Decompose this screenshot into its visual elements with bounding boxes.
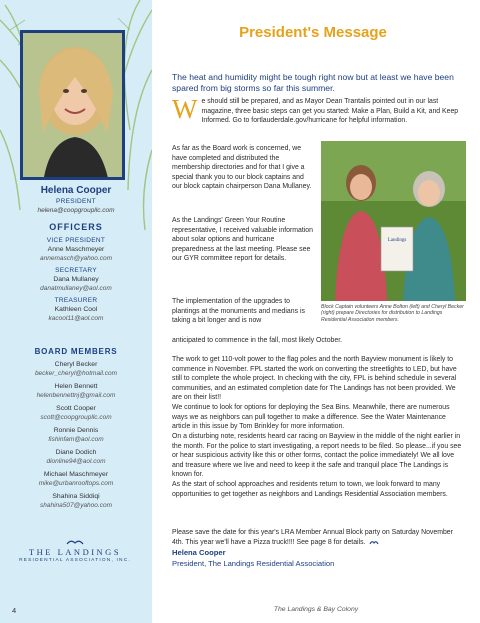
lead-paragraph: The heat and humidity might be tough right now but at least we have been spared from big storms so far this summer. (172, 72, 454, 93)
officer-name: Kathleen Cool (54, 306, 98, 313)
officer-name: Anne Maschmeyer (47, 246, 105, 253)
member-name: Diane Dodich (55, 449, 97, 456)
paragraph-green-routine: As the Landings' Green Your Routine representative, I received valuable information about solar options and hurricane preparedness at the last meeting. Please see our GYR committee report for details. (172, 217, 313, 263)
photo-caption: Block Captain volunteers Anne Bolton (left) and Cheryl Becker (right) prepare Directories for distribution to Landings Residential Association members. (321, 304, 464, 323)
officer-name: Dana Mullaney (53, 276, 99, 283)
svg-text:Landings: Landings (387, 238, 407, 243)
officer-role: VICE PRESIDENT (46, 237, 106, 244)
paragraph-block-party (172, 528, 465, 547)
page-number: 4 (12, 606, 17, 615)
member-name: Scott Cooper (56, 405, 96, 412)
signature-title: President, The Landings Residential Association (172, 559, 335, 568)
logo-main-text: THE LANDINGS (28, 547, 122, 557)
landings-logo (10, 538, 140, 563)
member-email[interactable]: mike@urbanrooftops.com (38, 480, 114, 487)
president-name: Helena Cooper (40, 185, 112, 196)
publication-title: The Landings & Bay Colony (273, 606, 359, 613)
board-member (0, 448, 152, 466)
member-name: Helen Bennett (54, 383, 98, 390)
volunteers-photo (321, 141, 466, 301)
board-member (0, 470, 152, 488)
logo-sub-text: RESIDENTIAL ASSOCIATION, INC. (19, 558, 131, 563)
block-party-text: Please save the date for this year's LRA Member Annual Block party on Saturday November 4th. This year we'll have a Pizza truck!!!! See page 8 for details. (172, 529, 453, 546)
officers-heading: OFFICERS (49, 222, 103, 232)
member-email[interactable]: becker_cheryl@hotmail.com (34, 370, 118, 377)
volunteers-illustration (321, 141, 466, 301)
officer-role: SECRETARY (55, 267, 97, 274)
officer-treasurer (0, 296, 152, 323)
member-name: Cheryl Becker (54, 361, 98, 368)
portrait-illustration (23, 33, 125, 180)
board-member (0, 426, 152, 444)
officer-vice-president (0, 236, 152, 263)
officer-email[interactable]: kacool11@aol.com (48, 315, 104, 322)
member-email[interactable]: fishinfam@aol.com (48, 436, 104, 443)
officer-role: TREASURER (54, 297, 98, 304)
intro-paragraph (172, 94, 464, 126)
board-member (0, 360, 152, 378)
paragraph-power-work: The work to get 110-volt power to the flag poles and the north Bayview monument is likely to commence in November. FPL started the work on converting the streetlights to LED, but have still to complete the whole project. In checking with the city, FPL is behind schedule in several communities, and an estimated completion date for The Landings has not been provided. We are on their list!! (172, 356, 457, 402)
paragraph-board-work: As far as the Board work is concerned, we have completed and distributed the membership directories and for that I give a special thank you to our block captains and our block captain chairperson Dana Mullaney. (172, 145, 312, 191)
member-email[interactable]: helenbennettnj@gmail.com (36, 392, 116, 399)
board-member (0, 382, 152, 400)
member-email[interactable]: scott@coopgroupllc.com (40, 414, 112, 421)
member-name: Shahina Siddiqi (52, 493, 100, 500)
president-title: PRESIDENT (56, 198, 96, 205)
paragraph-sea-bins: We continue to look for options for deploying the Sea Bins. Meanwhile, there are numerous ways we as neighbors can pull together to make a difference. See the Water Maintenance article in this issue by Tom Brinkley for more information. (172, 404, 450, 431)
paragraph-plantings-continued: anticipated to commence in the fall, most likely October. (172, 337, 343, 344)
bird-end-mark-icon (369, 539, 379, 545)
president-photo (20, 30, 125, 180)
sidebar (0, 0, 152, 623)
signature-name: Helena Cooper (172, 548, 226, 557)
board-member (0, 404, 152, 422)
officer-secretary (0, 266, 152, 293)
board-members-heading: BOARD MEMBERS (34, 347, 118, 356)
board-member (0, 492, 152, 510)
member-email[interactable]: shahina507@yahoo.com (39, 502, 112, 509)
officer-email[interactable]: danatmullaney@aol.com (40, 285, 112, 292)
intro-text: e should still be prepared, and as Mayor Dean Trantalis pointed out in our last magazine, three basic steps can get you started: Make a Plan, Build a Kit, and Keep Informed. Go to fortlauderdale.gov/hurricane for helpful information. (201, 98, 459, 125)
page-title: President's Message (239, 24, 387, 41)
president-email[interactable]: helena@coopgroupllc.com (37, 207, 115, 214)
member-name: Ronnie Dennis (53, 427, 99, 434)
drop-cap: W (172, 94, 198, 124)
member-email[interactable]: dionline94@aol.com (46, 458, 106, 465)
member-name: Michael Maschmeyer (43, 471, 109, 478)
paragraph-car-racing: On a disturbing note, residents heard car racing on Bayview in the middle of the night earlier in the month. For the police to start investigating, a report needs to be filed. So please...if you see or hear suspicious activity like this or other forms, contact the police immediately! We all love and treasure where we live and need to keep it the safe and tranquil place The Landings is known for. (172, 433, 462, 479)
paragraph-plantings: The implementation of the upgrades to plantings at the monuments and medians is taking a bit longer and is now (172, 298, 305, 325)
bird-icon (66, 538, 84, 546)
officer-email[interactable]: annemasch@yahoo.com (40, 255, 112, 262)
paragraph-school: As the start of school approaches and residents return to town, we look forward to many opportunities to get together as neighbors and Landings Residential Association members. (172, 481, 448, 498)
